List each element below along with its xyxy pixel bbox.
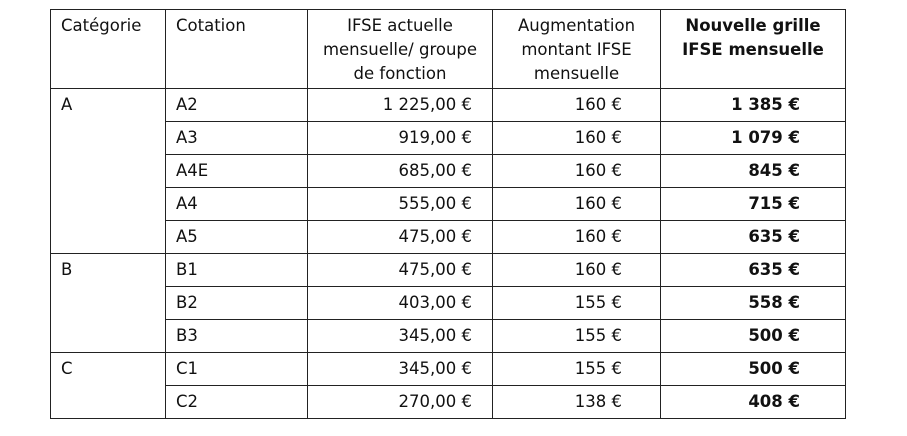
ifse-actuelle-cell: 685,00 €	[308, 155, 493, 188]
ifse-actuelle-cell: 475,00 €	[308, 254, 493, 287]
augmentation-cell: 155 €	[493, 320, 661, 353]
augmentation-cell: 160 €	[493, 188, 661, 221]
ifse-actuelle-cell: 345,00 €	[308, 353, 493, 386]
table-row	[51, 221, 846, 254]
table-row	[51, 320, 846, 353]
header-nouvelle-grille: Nouvelle grille IFSE mensuelle	[661, 10, 846, 89]
ifse-table	[50, 9, 846, 419]
augmentation-cell: 160 €	[493, 254, 661, 287]
header-cotation: Cotation	[166, 10, 308, 89]
cotation-cell: B2	[166, 287, 308, 320]
ifse-actuelle-cell: 1 225,00 €	[308, 89, 493, 122]
cotation-cell: B3	[166, 320, 308, 353]
ifse-actuelle-cell: 345,00 €	[308, 320, 493, 353]
nouvelle-grille-cell: 500 €	[661, 353, 846, 386]
cotation-cell: A4E	[166, 155, 308, 188]
ifse-actuelle-cell: 555,00 €	[308, 188, 493, 221]
cotation-cell: B1	[166, 254, 308, 287]
cotation-cell: A4	[166, 188, 308, 221]
nouvelle-grille-cell: 500 €	[661, 320, 846, 353]
augmentation-cell: 160 €	[493, 221, 661, 254]
ifse-actuelle-cell: 475,00 €	[308, 221, 493, 254]
nouvelle-grille-cell: 715 €	[661, 188, 846, 221]
cotation-cell: A5	[166, 221, 308, 254]
category-cell-c: C	[51, 353, 166, 419]
nouvelle-grille-cell: 1 079 €	[661, 122, 846, 155]
table-row	[51, 254, 846, 287]
header-augmentation: Augmentation montant IFSE mensuelle	[493, 10, 661, 89]
table-row	[51, 287, 846, 320]
table-row	[51, 122, 846, 155]
cotation-cell: A2	[166, 89, 308, 122]
augmentation-cell: 155 €	[493, 287, 661, 320]
header-ifse-actuelle: IFSE actuelle mensuelle/ groupe de fonction	[308, 10, 493, 89]
cotation-cell: A3	[166, 122, 308, 155]
table-row	[51, 89, 846, 122]
nouvelle-grille-cell: 845 €	[661, 155, 846, 188]
nouvelle-grille-cell: 635 €	[661, 221, 846, 254]
nouvelle-grille-cell: 408 €	[661, 386, 846, 419]
ifse-actuelle-cell: 919,00 €	[308, 122, 493, 155]
augmentation-cell: 160 €	[493, 89, 661, 122]
header-row	[51, 10, 846, 89]
header-categorie: Catégorie	[51, 10, 166, 89]
category-cell-b: B	[51, 254, 166, 353]
augmentation-cell: 160 €	[493, 122, 661, 155]
cotation-cell: C2	[166, 386, 308, 419]
table-row	[51, 188, 846, 221]
cotation-cell: C1	[166, 353, 308, 386]
ifse-actuelle-cell: 270,00 €	[308, 386, 493, 419]
table-row	[51, 353, 846, 386]
nouvelle-grille-cell: 635 €	[661, 254, 846, 287]
augmentation-cell: 160 €	[493, 155, 661, 188]
category-cell-a: A	[51, 89, 166, 254]
nouvelle-grille-cell: 558 €	[661, 287, 846, 320]
table-row	[51, 386, 846, 419]
ifse-actuelle-cell: 403,00 €	[308, 287, 493, 320]
augmentation-cell: 155 €	[493, 353, 661, 386]
table-row	[51, 155, 846, 188]
nouvelle-grille-cell: 1 385 €	[661, 89, 846, 122]
augmentation-cell: 138 €	[493, 386, 661, 419]
